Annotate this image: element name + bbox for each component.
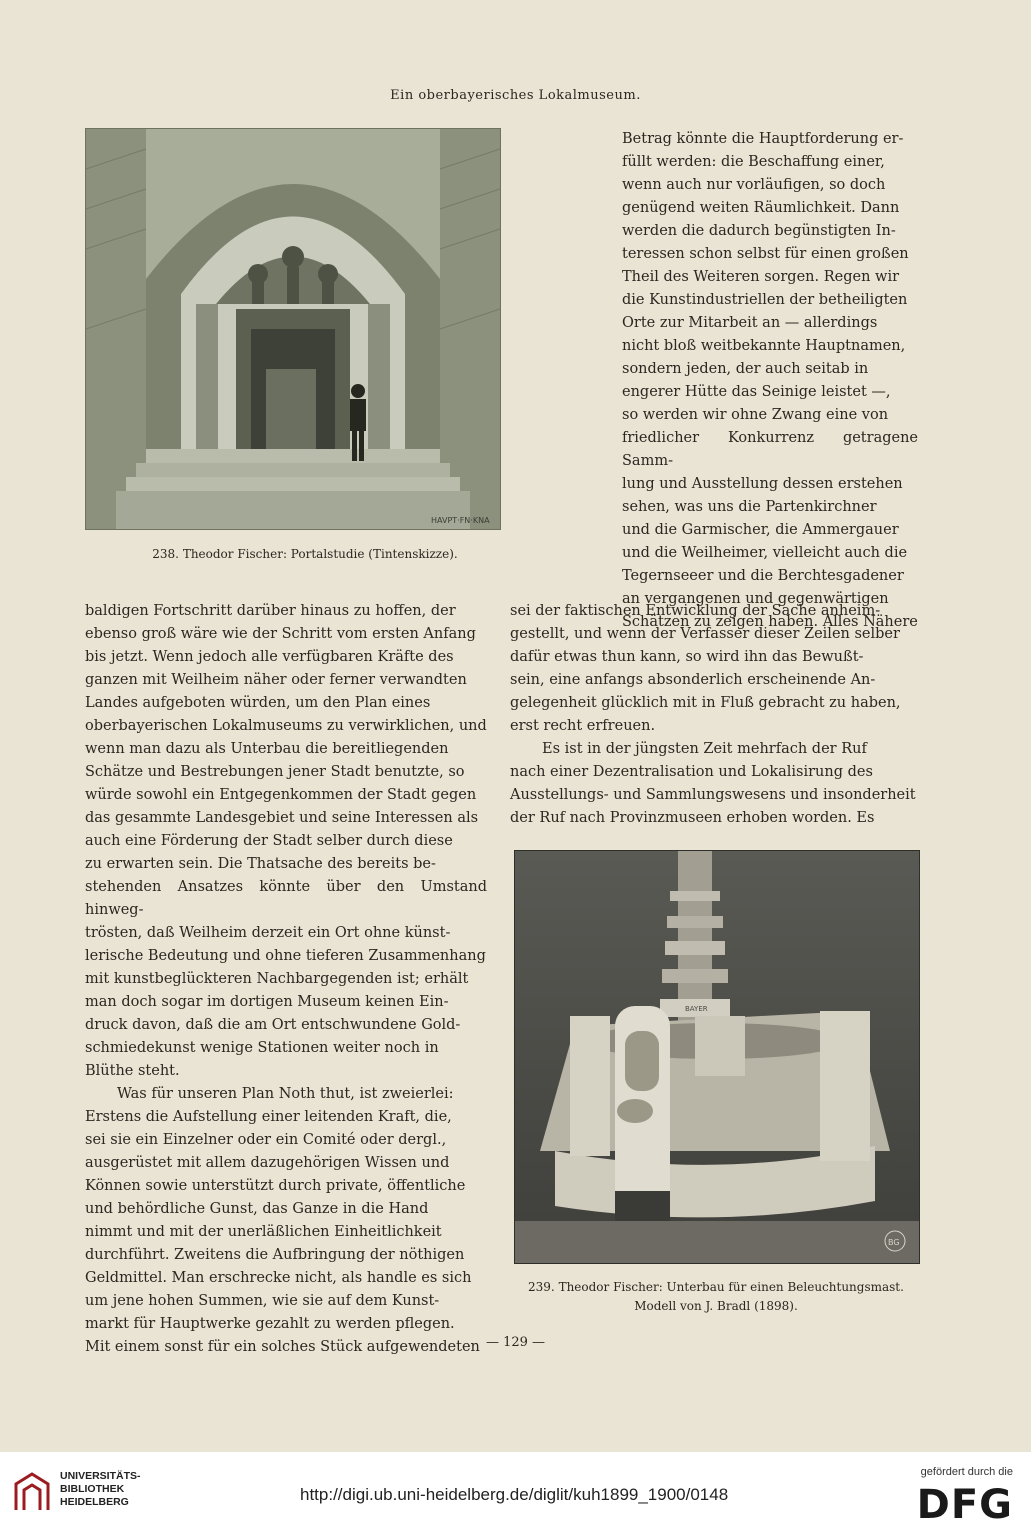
text-line: Mit einem sonst für ein solches Stück aufgewendeten <box>85 1339 480 1355</box>
text-line: oberbayerischen Lokalmuseums zu verwirklichen, und <box>85 718 487 734</box>
text-line: der Ruf nach Provinzmuseen erhoben worden. Es <box>510 810 875 826</box>
left-column <box>85 600 487 1359</box>
dfg-logo: DFG <box>916 1482 1013 1528</box>
text-line: genügend weiten Räumlichkeit. Dann <box>622 200 900 216</box>
text-line: wenn man dazu als Unterbau die bereitliegenden <box>85 741 449 757</box>
text-line: gelegenheit glücklich mit in Fluß gebracht zu haben, <box>510 695 901 711</box>
text-line: nach einer Dezentralisation und Lokalisirung des <box>510 764 873 780</box>
text-line: erst recht erfreuen. <box>510 718 656 734</box>
sketch-signature: HAVPT·FN·KNA <box>431 516 490 525</box>
text-line: sein, eine anfangs absonderlich erscheinende An- <box>510 672 876 688</box>
text-line: dafür etwas thun kann, so wird ihn das Bewußt- <box>510 649 864 665</box>
text-line: nicht bloß weitbekannte Hauptnamen, <box>622 338 906 354</box>
text-line: teressen schon selbst für einen großen <box>622 246 909 262</box>
text-line: lung und Ausstellung dessen erstehen <box>622 476 903 492</box>
text-line: um jene hohen Summen, wie sie auf dem Kunst- <box>85 1293 440 1309</box>
text-line: sondern jeden, der auch seitab in <box>622 361 869 377</box>
lamp-base-photograph <box>515 851 919 1263</box>
library-name-line: BIBLIOTHEK <box>60 1483 125 1495</box>
page-number: — 129 — <box>485 1335 546 1350</box>
text-line: sei der faktischen Entwicklung der Sache anheim- <box>510 603 881 619</box>
text-line: Theil des Weiteren sorgen. Regen wir <box>622 269 900 285</box>
text-line: ganzen mit Weilheim näher oder ferner verwandten <box>85 672 467 688</box>
text-line: markt für Hauptwerke gezahlt zu werden pflegen. <box>85 1316 455 1332</box>
right-column-middle <box>510 600 918 830</box>
photographer-monogram: BG <box>888 1238 900 1247</box>
library-name <box>60 1470 141 1509</box>
text-line: Orte zur Mitarbeit an — allerdings <box>622 315 878 331</box>
text-line: und die Weilheimer, vielleicht auch die <box>622 545 908 561</box>
text-line: durchführt. Zweitens die Aufbringung der nöthigen <box>85 1247 465 1263</box>
text-line: ebenso groß wäre wie der Schritt vom ersten Anfang <box>85 626 476 642</box>
figure-239-caption-line2: Modell von J. Bradl (1898). <box>634 1299 798 1313</box>
text-line: mit kunstbeglückteren Nachbargegenden ist; erhält <box>85 971 469 987</box>
text-line: das gesammte Landesgebiet und seine Interessen als <box>85 810 479 826</box>
text-line: wenn auch nur vorläufigen, so doch <box>622 177 886 193</box>
text-line: stehenden Ansatzes könnte über den Umstand hinweg- <box>85 879 487 918</box>
text-line: so werden wir ohne Zwang eine von <box>622 407 889 423</box>
text-line: Tegernseeer und die Berchtesgadener <box>622 568 904 584</box>
text-line: bis jetzt. Wenn jedoch alle verfügbaren Kräfte des <box>85 649 454 665</box>
text-line: schmiedekunst wenige Stationen weiter noch in <box>85 1040 439 1056</box>
text-line: Erstens die Aufstellung einer leitenden Kraft, die, <box>85 1109 452 1125</box>
text-line: Es ist in der jüngsten Zeit mehrfach der Ruf <box>542 741 867 757</box>
portal-sketch-drawing <box>86 129 500 529</box>
library-name-line: UNIVERSITÄTS- <box>60 1470 141 1482</box>
text-line: Schätzen zu zeigen haben. Alles Nähere <box>622 614 918 630</box>
text-line: füllt werden: die Beschaffung einer, <box>622 154 885 170</box>
figure-238-caption: 238. Theodor Fischer: Portalstudie (Tintenskizze). <box>152 547 458 561</box>
text-line: zu erwarten sein. Die Thatsache des bereits be- <box>85 856 436 872</box>
text-line: baldigen Fortschritt darüber hinaus zu hoffen, der <box>85 603 456 619</box>
text-line: und die Garmischer, die Ammergauer <box>622 522 899 538</box>
text-line: an vergangenen und gegenwärtigen <box>622 591 889 607</box>
text-line: druck davon, daß die am Ort entschwundene Gold- <box>85 1017 461 1033</box>
mast-inscription: BAYER <box>685 1005 708 1013</box>
text-line: lerische Bedeutung und ohne tieferen Zusammenhang <box>85 948 486 964</box>
text-line: würde sowohl ein Entgegenkommen der Stadt gegen <box>85 787 477 803</box>
library-name-line: HEIDELBERG <box>60 1496 129 1508</box>
text-line: friedlicher Konkurrenz getragene Samm- <box>622 430 918 469</box>
text-line: Blüthe steht. <box>85 1063 180 1079</box>
figure-portal-sketch <box>85 128 501 530</box>
running-head: Ein oberbayerisches Lokalmuseum. <box>390 88 641 103</box>
text-line: Ausstellungs- und Sammlungswesens und insonderheit <box>510 787 916 803</box>
text-line: werden die dadurch begünstigten In- <box>622 223 896 239</box>
text-line: sehen, was uns die Partenkirchner <box>622 499 877 515</box>
text-line: man doch sogar im dortigen Museum keinen Ein- <box>85 994 449 1010</box>
right-column-top <box>622 128 918 634</box>
figure-239-caption-line1: 239. Theodor Fischer: Unterbau für einen Beleuchtungsmast. <box>528 1280 904 1294</box>
text-line: trösten, daß Weilheim derzeit ein Ort ohne künst- <box>85 925 451 941</box>
source-url-link[interactable]: http://digi.ub.uni-heidelberg.de/diglit/kuh1899_1900/0148 <box>300 1485 729 1504</box>
figure-239-caption <box>504 1278 928 1316</box>
text-line: gestellt, und wenn der Verfasser dieser Zeilen selber <box>510 626 900 642</box>
text-line: ausgerüstet mit allem dazugehörigen Wissen und <box>85 1155 450 1171</box>
text-line: engerer Hütte das Seinige leistet —, <box>622 384 891 400</box>
text-line: Geldmittel. Man erschrecke nicht, als handle es sich <box>85 1270 472 1286</box>
text-line: nimmt und mit der unerläßlichen Einheitlichkeit <box>85 1224 442 1240</box>
text-line: und behördliche Gunst, das Ganze in die Hand <box>85 1201 429 1217</box>
text-line: auch eine Förderung der Stadt selber durch diese <box>85 833 453 849</box>
text-line: Schätze und Bestrebungen jener Stadt benutzte, so <box>85 764 465 780</box>
text-line: Können sowie unterstützt durch private, öffentliche <box>85 1178 466 1194</box>
dfg-caption: gefördert durch die <box>920 1466 1013 1478</box>
library-logo-icon <box>12 1470 52 1514</box>
text-line: Betrag könnte die Hauptforderung er- <box>622 131 904 147</box>
footer-bar <box>0 1452 1031 1532</box>
text-line: Landes aufgeboten würden, um den Plan eines <box>85 695 431 711</box>
text-line: sei sie ein Einzelner oder ein Comité oder dergl., <box>85 1132 447 1148</box>
figure-lamp-base-photo <box>514 850 920 1264</box>
text-line: Was für unseren Plan Noth thut, ist zweierlei: <box>117 1086 454 1102</box>
text-line: die Kunstindustriellen der betheiligten <box>622 292 908 308</box>
